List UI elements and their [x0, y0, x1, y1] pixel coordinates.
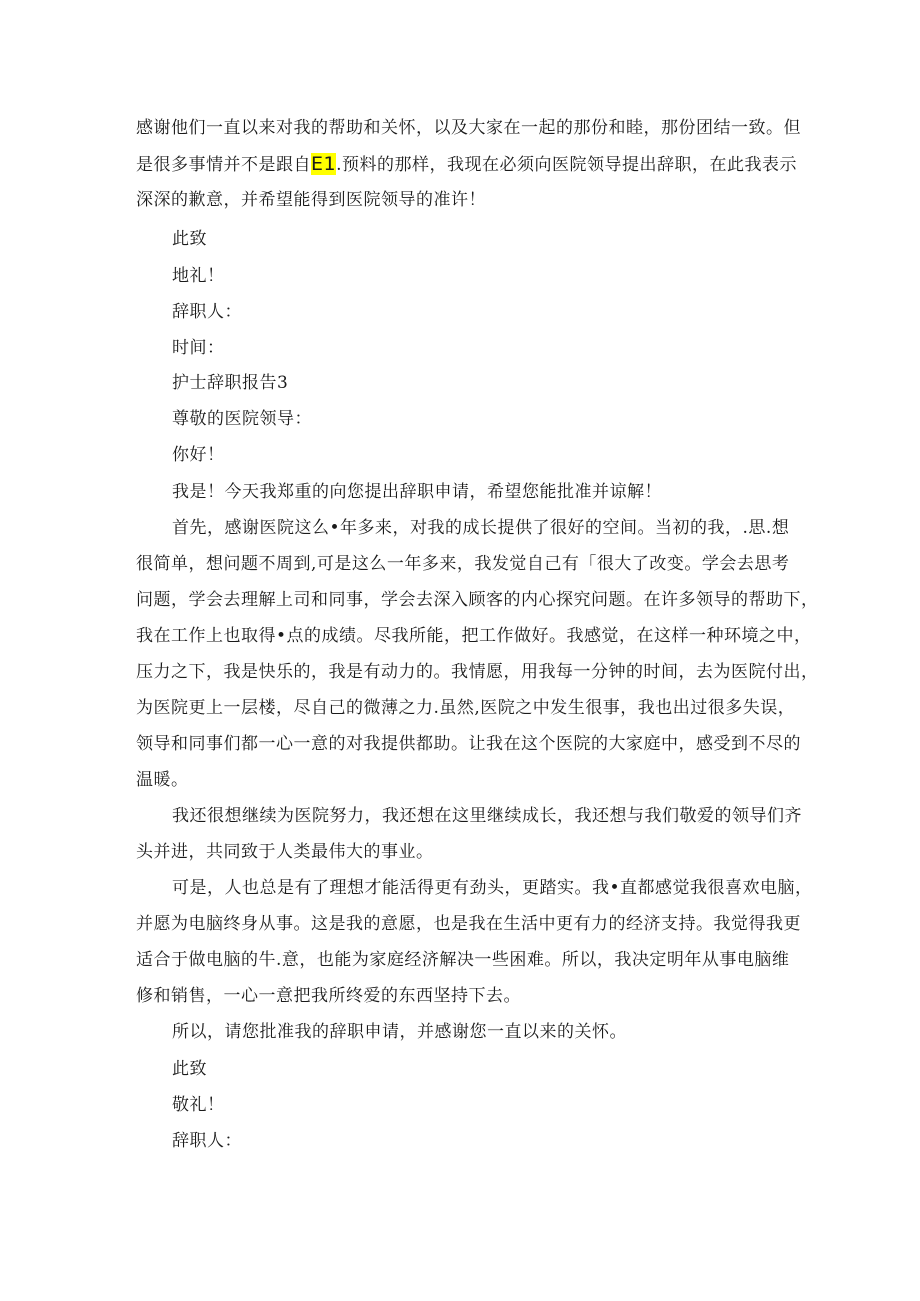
paragraph-line: 适合于做电脑的牛.意，也能为家庭经济解决一些困难。所以，我决定明年从事电脑维	[136, 950, 790, 970]
salutation: 尊敬的医院领导：	[172, 409, 312, 429]
paragraph-line: 头并进，共同致于人类最伟大的事业。	[136, 842, 434, 862]
highlighted-text: E1	[311, 153, 337, 175]
paragraph-line: 问题，学会去理解上司和同事，学会去深入顾客的内心探究问题。在许多领导的帮助下，	[136, 590, 819, 610]
paragraph-line: 所以，请您批准我的辞职申请，并感谢您一直以来的关怀。	[172, 1022, 627, 1042]
paragraph-line: 深深的歉意，并希望能得到医院领导的准许！	[136, 190, 486, 210]
resigner-label: 辞职人：	[172, 1131, 242, 1151]
report-title: 护士辞职报告3	[172, 373, 289, 393]
intro-line: 我是！今天我郑重的向您提出辞职申请，希望您能批准并谅解！	[172, 482, 662, 502]
greeting: 你好！	[172, 445, 225, 465]
text-segment: .预料的那样，我现在必须向医院领导提出辞职，在此我表示	[336, 155, 797, 175]
closing-cizhi: 此致	[172, 229, 207, 249]
text-segment: 是很多事情并不是跟自	[136, 155, 311, 175]
paragraph-line: 很简单，想问题不周到,可是这么一年多来，我发觉自己有「很大了改变。学会去思考	[136, 554, 790, 574]
paragraph-line: 修和销售，一心一意把我所终爱的东西坚持下去。	[136, 986, 521, 1006]
time-label: 时间：	[172, 338, 225, 358]
paragraph-line: 压力之下，我是快乐的，我是有动力的。我情愿，用我每一分钟的时间，去为医院付出，	[136, 662, 819, 682]
closing-li: 敬礼！	[172, 1095, 225, 1115]
paragraph-line: 领导和同事们都一心一意的对我提供都助。让我在这个医院的大家庭中，感受到不尽的	[136, 734, 801, 754]
paragraph-line: 可是，人也总是有了理想才能活得更有劲头，更踏实。我•直都感觉我很喜欢电脑，	[172, 878, 813, 898]
paragraph-line: 我还很想继续为医院努力，我还想在这里继续成长，我还想与我们敬爱的领导们齐	[172, 806, 802, 826]
paragraph-line: 温暖。	[136, 770, 189, 790]
paragraph-line: 并愿为电脑终身从事。这是我的意愿，也是我在生活中更有力的经济支持。我觉得我更	[136, 914, 801, 934]
closing-li: 地礼！	[172, 266, 225, 286]
paragraph-line: 为医院更上一层楼，尽自己的微薄之力.虽然,医院之中发生很事，我也出过很多失误，	[136, 698, 796, 718]
paragraph-line	[136, 153, 797, 176]
paragraph-line: 我在工作上也取得•点的成绩。尽我所能，把工作做好。我感觉，在这样一种环境之中，	[136, 626, 812, 646]
paragraph-line: 首先，感谢医院这么•年多来，对我的成长提供了很好的空间。当初的我，.思.想	[172, 518, 790, 538]
resigner-label: 辞职人：	[172, 302, 242, 322]
paragraph-line: 感谢他们一直以来对我的帮助和关怀，以及大家在一起的那份和睦，那份团结一致。但	[136, 118, 801, 138]
closing-cizhi: 此致	[172, 1059, 207, 1079]
